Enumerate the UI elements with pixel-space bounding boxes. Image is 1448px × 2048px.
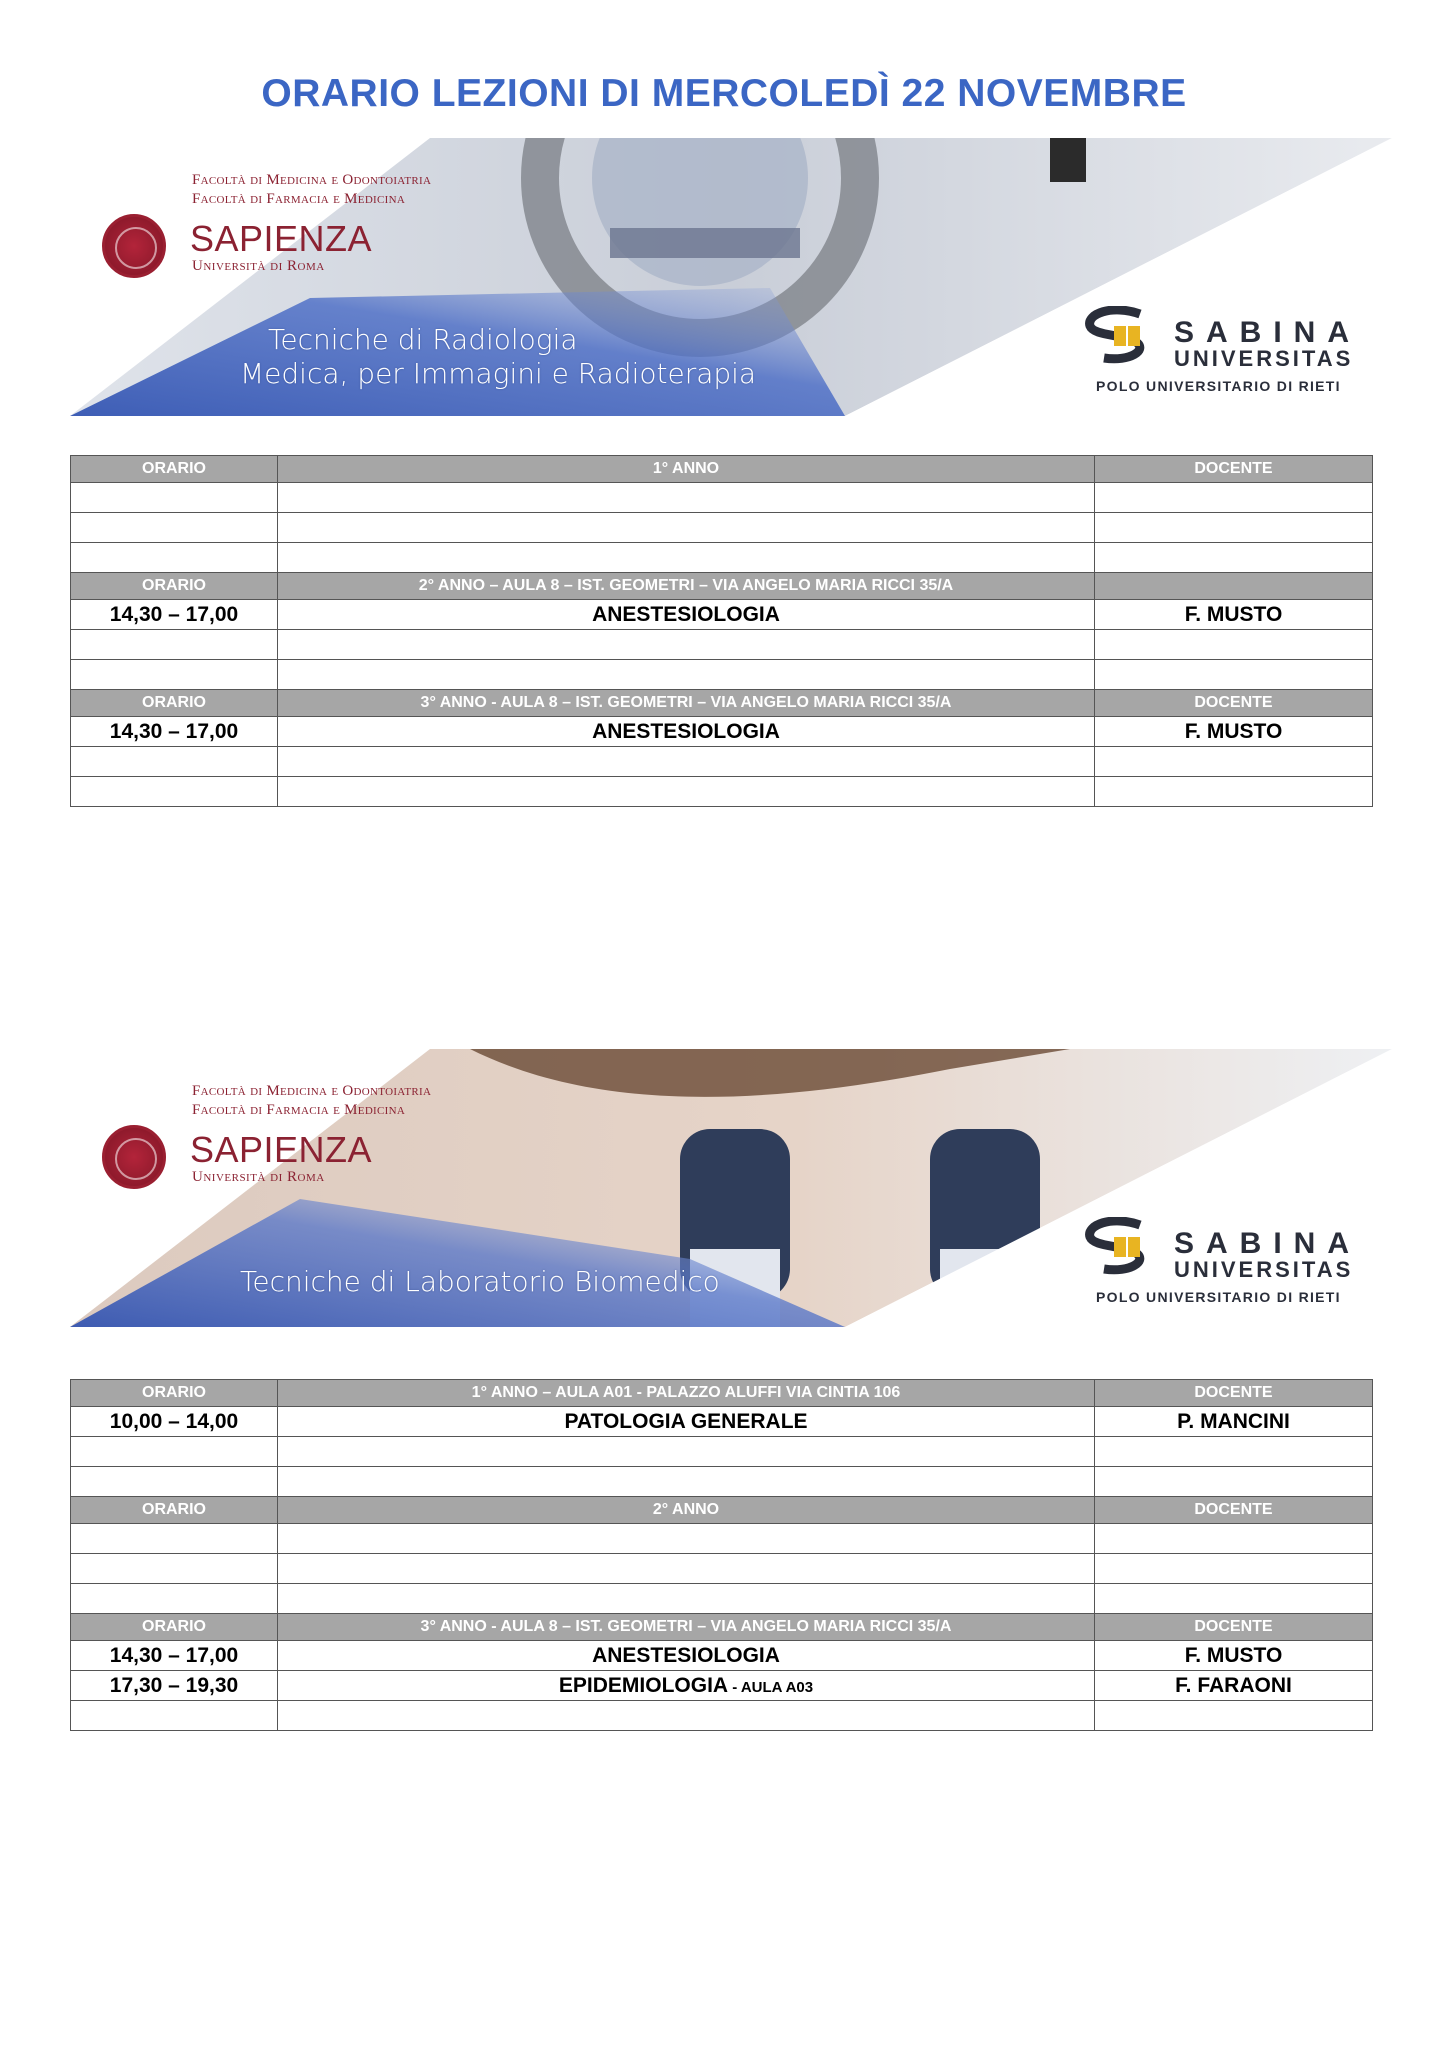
cell-subject <box>278 660 1095 690</box>
table-row <box>71 747 1373 777</box>
header-teacher <box>1095 573 1373 600</box>
table-header-row <box>71 1497 1373 1524</box>
cell-subject <box>278 1524 1095 1554</box>
sapienza-university: Università di Roma <box>192 258 325 274</box>
header-year: 3° ANNO - AULA 8 – IST. GEOMETRI – VIA ANGELO MARIA RICCI 35/A <box>278 1614 1095 1641</box>
cell-time <box>71 747 278 777</box>
cell-time <box>71 630 278 660</box>
header-teacher: DOCENTE <box>1095 1380 1373 1407</box>
header-time: ORARIO <box>71 690 278 717</box>
header-teacher: DOCENTE <box>1095 690 1373 717</box>
cell-teacher: F. MUSTO <box>1095 717 1373 747</box>
table-row <box>71 483 1373 513</box>
cell-teacher <box>1095 630 1373 660</box>
header-year: 2° ANNO – AULA 8 – IST. GEOMETRI – VIA ANGELO MARIA RICCI 35/A <box>278 573 1095 600</box>
cell-subject <box>278 1437 1095 1467</box>
cell-time: 14,30 – 17,00 <box>71 717 278 747</box>
cell-teacher <box>1095 747 1373 777</box>
header-time: ORARIO <box>71 1497 278 1524</box>
cell-time: 14,30 – 17,00 <box>71 600 278 630</box>
page-title: ORARIO LEZIONI DI MERCOLEDÌ 22 NOVEMBRE <box>261 72 1187 115</box>
cell-subject <box>278 630 1095 660</box>
cell-time <box>71 660 278 690</box>
subject-name: PATOLOGIA GENERALE <box>564 1409 808 1433</box>
table-row <box>71 660 1373 690</box>
sapienza-faculty-1: Facoltà di Medicina e Odontoiatria <box>192 1083 432 1099</box>
table-row <box>71 513 1373 543</box>
cell-subject: ANESTESIOLOGIA <box>278 600 1095 630</box>
cell-subject <box>278 1467 1095 1497</box>
table-header-row <box>71 573 1373 600</box>
cell-time <box>71 483 278 513</box>
sapienza-logo <box>86 156 506 276</box>
cell-teacher <box>1095 513 1373 543</box>
banner-laboratorio <box>70 1049 1392 1327</box>
cell-teacher <box>1095 777 1373 807</box>
table-header-row <box>71 1614 1373 1641</box>
header-time: ORARIO <box>71 573 278 600</box>
table-row <box>71 1584 1373 1614</box>
header-time: ORARIO <box>71 456 278 483</box>
sapienza-seal-icon <box>102 1125 166 1189</box>
course-title-line-2: Medica, per Immagini e Radioterapia <box>240 357 757 390</box>
table-row <box>71 600 1373 630</box>
table-row <box>71 777 1373 807</box>
sabina-name: SABINA <box>1174 1227 1362 1260</box>
header-time: ORARIO <box>71 1614 278 1641</box>
header-year: 2° ANNO <box>278 1497 1095 1524</box>
table-row <box>71 1554 1373 1584</box>
cell-time <box>71 777 278 807</box>
cell-time: 14,30 – 17,00 <box>71 1641 278 1671</box>
table-row <box>71 1701 1373 1731</box>
cell-time: 17,30 – 19,30 <box>71 1671 278 1701</box>
header-time: ORARIO <box>71 1380 278 1407</box>
sapienza-name: SAPIENZA <box>190 218 373 259</box>
sapienza-faculty-2: Facoltà di Farmacia e Medicina <box>192 191 406 207</box>
table-row <box>71 717 1373 747</box>
sabina-logo <box>1082 306 1382 396</box>
cell-time <box>71 1437 278 1467</box>
cell-subject <box>278 777 1095 807</box>
cell-time <box>71 1467 278 1497</box>
table-header-row <box>71 456 1373 483</box>
table-row <box>71 1671 1373 1701</box>
cell-teacher <box>1095 483 1373 513</box>
cell-teacher: P. MANCINI <box>1095 1407 1373 1437</box>
cell-subject <box>278 1641 1095 1671</box>
cell-time <box>71 1584 278 1614</box>
table-row <box>71 1437 1373 1467</box>
cell-subject <box>278 747 1095 777</box>
cell-subject <box>278 543 1095 573</box>
header-teacher: DOCENTE <box>1095 456 1373 483</box>
header-year: 1° ANNO <box>278 456 1095 483</box>
sabina-logo <box>1082 1217 1382 1307</box>
cell-teacher: F. MUSTO <box>1095 1641 1373 1671</box>
header-teacher: DOCENTE <box>1095 1497 1373 1524</box>
cell-time <box>71 543 278 573</box>
sapienza-seal-icon <box>102 214 166 278</box>
sabina-book-icon <box>1082 306 1172 366</box>
course-title-line-1: Tecniche di Radiologia <box>268 323 578 356</box>
table-row <box>71 1407 1373 1437</box>
table-header-row <box>71 690 1373 717</box>
cell-teacher <box>1095 660 1373 690</box>
cell-teacher <box>1095 1584 1373 1614</box>
table-row <box>71 1524 1373 1554</box>
table-row <box>71 630 1373 660</box>
sabina-book-icon <box>1082 1217 1172 1277</box>
sapienza-university: Università di Roma <box>192 1169 325 1185</box>
course-title-line-1: Tecniche di Laboratorio Biomedico <box>240 1265 720 1298</box>
sapienza-logo <box>86 1067 506 1187</box>
schedule-table-radiologia <box>70 455 1373 807</box>
table-row <box>71 1467 1373 1497</box>
cell-teacher <box>1095 1524 1373 1554</box>
cell-time <box>71 1701 278 1731</box>
sabina-universitas: UNIVERSITAS <box>1174 1257 1354 1282</box>
cell-teacher <box>1095 1701 1373 1731</box>
cell-time <box>71 513 278 543</box>
table-header-row <box>71 1380 1373 1407</box>
cell-time <box>71 1524 278 1554</box>
header-teacher: DOCENTE <box>1095 1614 1373 1641</box>
schedule-table-laboratorio <box>70 1379 1373 1731</box>
cell-subject <box>278 1407 1095 1437</box>
sabina-polo: POLO UNIVERSITARIO DI RIETI <box>1096 378 1341 394</box>
cell-subject: ANESTESIOLOGIA <box>278 717 1095 747</box>
cell-subject <box>278 1584 1095 1614</box>
cell-subject <box>278 1671 1095 1701</box>
sapienza-faculty-1: Facoltà di Medicina e Odontoiatria <box>192 172 432 188</box>
cell-time: 10,00 – 14,00 <box>71 1407 278 1437</box>
subject-name: ANESTESIOLOGIA <box>592 1643 780 1667</box>
cell-teacher: F. MUSTO <box>1095 600 1373 630</box>
cell-teacher <box>1095 1467 1373 1497</box>
cell-teacher: F. FARAONI <box>1095 1671 1373 1701</box>
cell-subject <box>278 483 1095 513</box>
table-row <box>71 1641 1373 1671</box>
cell-time <box>71 1554 278 1584</box>
banner-radiologia <box>70 138 1392 416</box>
header-year: 1° ANNO – AULA A01 - PALAZZO ALUFFI VIA CINTIA 106 <box>278 1380 1095 1407</box>
cell-subject <box>278 1554 1095 1584</box>
cell-teacher <box>1095 1437 1373 1467</box>
sabina-name: SABINA <box>1174 316 1362 349</box>
sapienza-faculty-2: Facoltà di Farmacia e Medicina <box>192 1102 406 1118</box>
sapienza-name: SAPIENZA <box>190 1129 373 1170</box>
subject-note: - AULA A03 <box>728 1678 814 1696</box>
cell-subject <box>278 513 1095 543</box>
table-row <box>71 543 1373 573</box>
cell-teacher <box>1095 1554 1373 1584</box>
cell-subject <box>278 1701 1095 1731</box>
sabina-universitas: UNIVERSITAS <box>1174 346 1354 371</box>
header-year: 3° ANNO - AULA 8 – IST. GEOMETRI – VIA ANGELO MARIA RICCI 35/A <box>278 690 1095 717</box>
cell-teacher <box>1095 543 1373 573</box>
subject-name: EPIDEMIOLOGIA <box>558 1673 729 1697</box>
sabina-polo: POLO UNIVERSITARIO DI RIETI <box>1096 1289 1341 1305</box>
